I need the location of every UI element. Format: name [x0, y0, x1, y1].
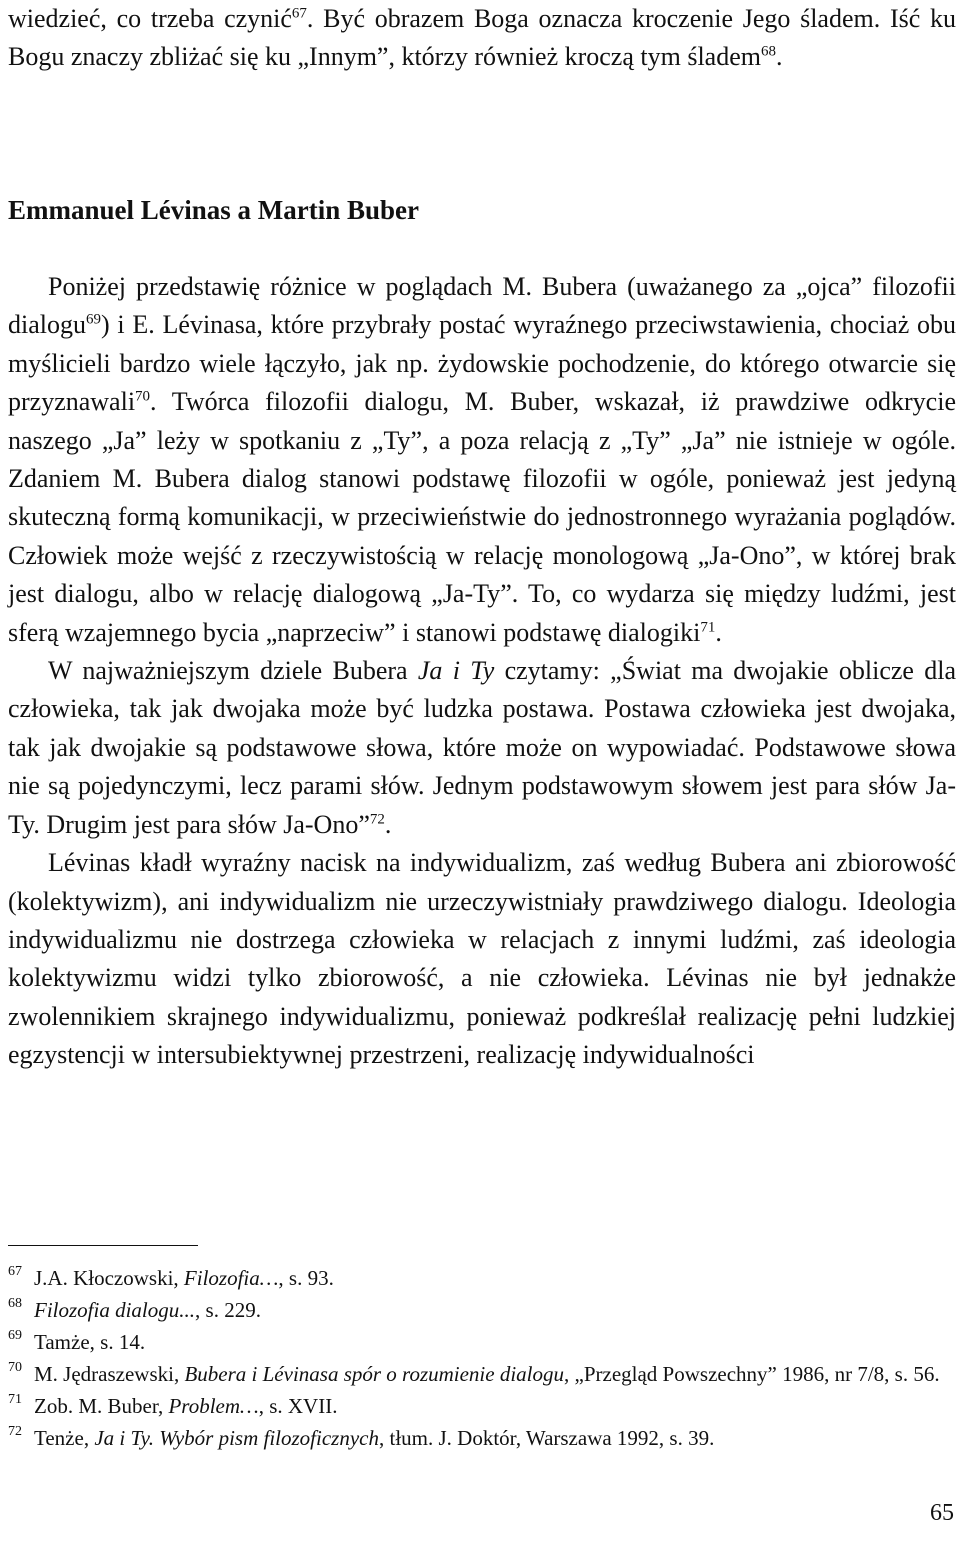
- footnote-number: 68: [8, 1296, 22, 1311]
- footnote-text: Tenże,: [34, 1426, 95, 1450]
- p1-text-1: Poniżej przedstawię różnice w poglądach M. Bubera (uważanego za „ojca” filozofii dialogu: [8, 272, 956, 340]
- p2-text-2: czytamy: „Świat ma dwojakie oblicze dla człowieka, tak jak dwojaka może być ludzka postawa. Postawa człowieka jest dwojaka, tak jak dwojakie są podstawowe słowa, które może on wypowiadać. Podstawowe słowa nie są pojedynczymi, lecz parami słów. Jednym podstawowym słowem jest para słów Ja-Ty. Drugim jest para słów Ja-Ono”: [8, 656, 956, 839]
- p1-text-2: ) i E. Lévinasa, które przybrały postać wyraźnego przeciwstawienia, chociaż obu myślicieli bardzo wiele łączyło, jak np. żydowskie pochodzenie, do którego otwarcie się przyznawali: [8, 310, 956, 417]
- p2-text-3: .: [384, 809, 392, 839]
- paragraph-2: [8, 652, 956, 844]
- footnote-ref-68[interactable]: 68: [760, 43, 776, 60]
- footnote-number: 69: [8, 1328, 22, 1343]
- footnote-text: , tłum. J. Doktór, Warszawa 1992, s. 39.: [378, 1426, 715, 1450]
- footnote-number: 70: [8, 1360, 22, 1375]
- p1-text-4: .: [715, 617, 722, 647]
- footnote-text: , s. 229.: [195, 1298, 261, 1322]
- footnote-text: M. Jędraszewski,: [34, 1362, 185, 1386]
- footnote-72: [8, 1422, 956, 1454]
- footnote-title: Filozofia…: [183, 1266, 279, 1290]
- footnote-number: 71: [8, 1392, 22, 1407]
- footnote-70: [8, 1358, 956, 1390]
- paragraph-3: Lévinas kładł wyraźny nacisk na indywidualizm, zaś według Bubera ani zbiorowość (kolektywizm), ani indywidualizm nie urzeczywistniały prawdziwego dialogu. Ideologia indywidualizmu nie dostrzega człowieka w relacjach z innymi ludźmi, zaś ideologia kolektywizmu widzi tylko zbiorowość, a nie człowieka. Lévinas nie był jednakże zwolennikiem skrajnego indywidualizmu, ponieważ podkreślał realizację pełni ludzkiej egzystencji w intersubiektywnej przestrzeni, realizację indywidualności: [8, 848, 956, 1070]
- intro-text-2: . Być obrazem Boga oznacza kroczenie Jego śladem. Iść ku Bogu znaczy zbliżać się ku „Innym”, którzy również kroczą tym śladem: [8, 4, 956, 72]
- paragraph-1: [8, 268, 956, 652]
- footnote-text: Tamże, s. 14.: [34, 1330, 146, 1354]
- section-heading: Emmanuel Lévinas a Martin Buber: [8, 195, 420, 225]
- p1-text-3: . Twórca filozofii dialogu, M. Buber, wskazał, iż prawdziwe odkrycie naszego „Ja” leży w spotkaniu z „Ty”, a poza relacją z „Ty” „Ja” nie istnieje w ogóle. Zdaniem M. Bubera dialog stanowi podstawę filozofii w ogóle, ponieważ jest jedyną skuteczną formą komunikacji, w przeciwieństwie do jednostronnego wyrażania poglądów. Człowiek może wejść z rzeczywistością w relację monologową „Ja-Ono”, w której brak jest dialogu, albo w relację dialogową „Ja-Ty”. To, co wydarza się między ludźmi, jest sferą wzajemnego bycia „naprzeciw” i stanowi podstawę dialogiki: [8, 387, 956, 647]
- footnote-number: 67: [8, 1264, 22, 1279]
- footnote-title: Ja i Ty. Wybór pism filozoficznych: [94, 1426, 379, 1450]
- footnote-ref-72[interactable]: 72: [369, 811, 385, 828]
- footnote-ref-67[interactable]: 67: [291, 5, 307, 22]
- footnote-71: [8, 1390, 956, 1422]
- footnote-ref-69[interactable]: 69: [86, 311, 101, 328]
- intro-text-3: .: [775, 42, 783, 72]
- footnote-68: [8, 1294, 956, 1326]
- footnote-text: , „Przegląd Powszechny” 1986, nr 7/8, s. 56.: [564, 1362, 940, 1386]
- intro-text-1: wiedzieć, co trzeba czynić: [8, 4, 292, 33]
- footnote-title: Problem…: [168, 1394, 259, 1418]
- footnote-title: Filozofia dialogu...: [34, 1298, 196, 1322]
- footnote-text: Zob. M. Buber,: [34, 1394, 169, 1418]
- footnote-title: Bubera i Lévinasa spór o rozumienie dialogu: [184, 1362, 565, 1386]
- footnote-67: [8, 1262, 956, 1294]
- footnote-ref-70[interactable]: 70: [135, 388, 151, 405]
- p2-text-1: W najważniejszym dziele Bubera: [48, 656, 418, 686]
- book-title-ja-i-ty: Ja i Ty: [417, 656, 495, 686]
- page-number: 65: [930, 1500, 954, 1526]
- body-text: [8, 268, 956, 1075]
- footnote-ref-71[interactable]: 71: [700, 619, 716, 635]
- footnotes: [8, 1262, 956, 1454]
- footnote-text: , s. 93.: [278, 1266, 334, 1290]
- footnote-number: 72: [8, 1424, 22, 1439]
- intro-paragraph: [8, 0, 956, 77]
- footnote-separator: [8, 1245, 198, 1246]
- footnote-69: [8, 1326, 956, 1358]
- intro-text: [8, 0, 956, 77]
- footnote-text: J.A. Kłoczowski,: [34, 1266, 184, 1290]
- footnote-text: , s. XVII.: [258, 1394, 338, 1418]
